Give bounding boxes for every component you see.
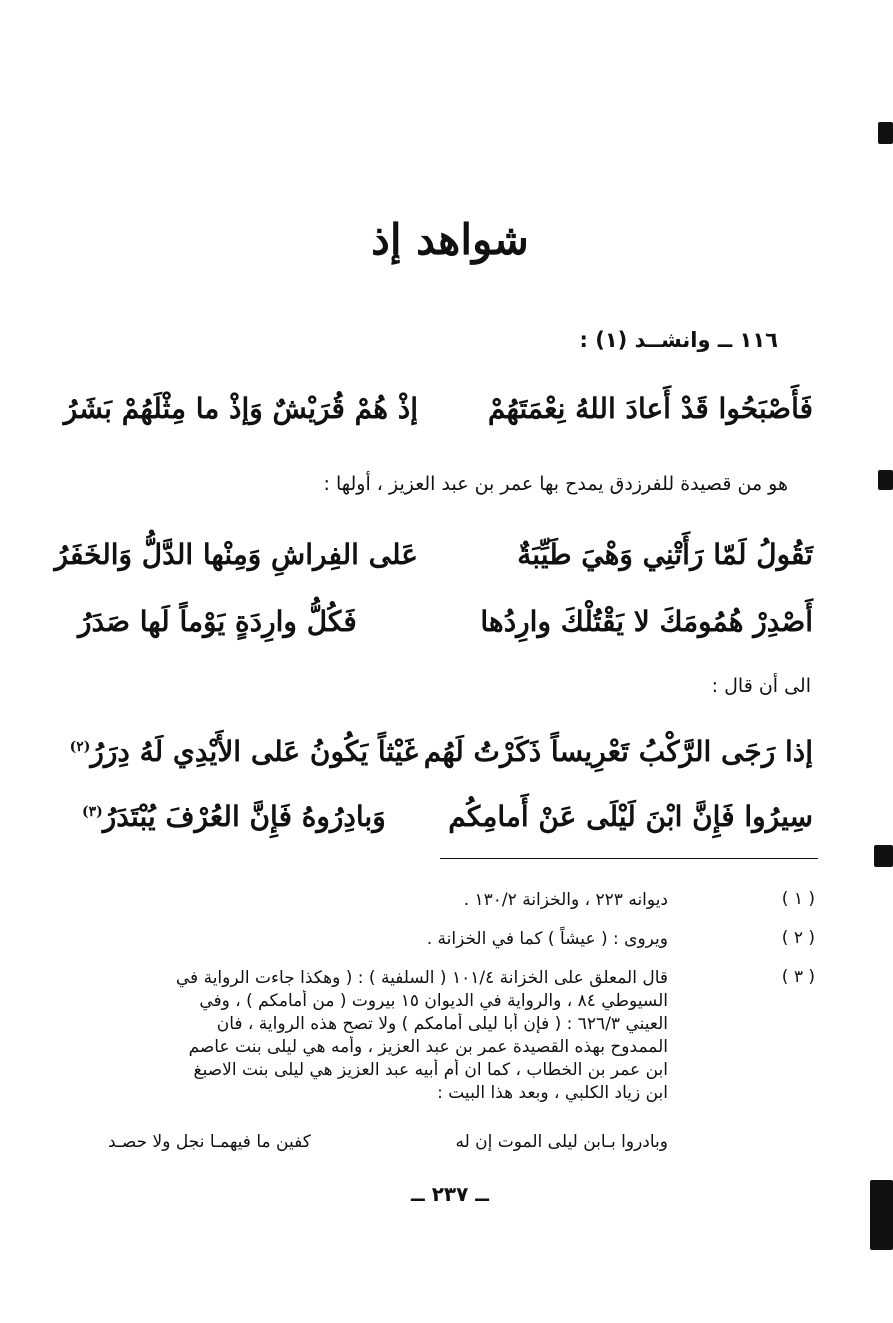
main-verse-second-hemistich: إذْ هُمْ قُرَيْشٌ وَإذْ ما مِثْلَهُمْ بَشَرُ [63, 392, 418, 425]
opening-verse-1-first: تَقُولُ لَمّا رَأَتْنِي وَهْيَ طَيِّبَةٌ [517, 538, 813, 571]
footnote-3-line: قال المعلق على الخزانة ١٠١/٤ ( السلفية ) : ( وهكذا جاءت الرواية في [175, 968, 668, 988]
footnote-3-line: الممدوح بهذه القصيدة عمر بن عبد العزيز ، وأمه هي ليلى بنت عاصم [188, 1037, 668, 1057]
main-verse-first-hemistich: فَأَصْبَحُوا قَدْ أَعادَ اللهُ نِعْمَتَهُمْ [487, 392, 813, 425]
footnote-separator [440, 858, 818, 859]
footnote-3-line: السيوطي ٨٤ ، والرواية في الديوان ١٥ بيروت ( من أمامكم ) ، وفي [199, 991, 668, 1011]
footnote-3-line: ابن عمر بن الخطاب ، كما ان أم أبيه عبد العزيز هي ليلى بنت الاصبغ [193, 1060, 668, 1080]
opening-verse-2-second: فَكُلُّ وارِدَةٍ يَوْماً لَها صَدَرُ [78, 605, 357, 638]
footnote-2-text: ويروى : ( عيشاً ) كما في الخزانة . [426, 929, 668, 949]
later-verse-2-second-wrap [78, 800, 418, 833]
later-verse-2-first: سِيرُوا فَإِنَّ ابْنَ لَيْلَى عَنْ أَمامِكُم [448, 800, 813, 833]
scan-margin-mark [878, 122, 893, 144]
later-verse-2-second: وَبادِرُوهُ فَإِنَّ العُرْفَ يُبْتَدَرُ [102, 800, 386, 833]
footnote-3-verse-first: وبادروا بـابن ليلى الموت إن له [455, 1132, 668, 1152]
footnote-3-line: العيني ٦٢٦/٣ : ( فإن أبا ليلى أمامكم ) ولا تصح هذه الرواية ، فان [216, 1014, 668, 1034]
opening-verse-1-second: عَلى الفِراشِ وَمِنْها الدَّلُّ وَالخَفَرُ [54, 538, 418, 571]
footnote-1-text: ديوانه ٢٢٣ ، والخزانة ١٣٠/٢ . [463, 890, 668, 910]
intro-line: هو من قصيدة للفرزدق يمدح بها عمر بن عبد العزيز ، أولها : [323, 473, 788, 495]
later-verse-1-second: غَيْثاً يَكُونُ عَلى الأَيْدِي لَهُ دِرَرُ [90, 735, 418, 768]
scan-margin-mark [870, 1180, 893, 1250]
chapter-title: شواهد إذ [371, 215, 529, 264]
footnote-3-line: ابن زياد الكلبي ، وبعد هذا البيت : [437, 1083, 668, 1103]
entry-number-line: ١١٦ ــ وانشــد (١) : [579, 328, 778, 352]
footnote-ref-3: (٣) [82, 803, 103, 820]
opening-verse-2-first: أَصْدِرْ هُمُومَكَ لا يَقْتُلْكَ وارِدُها [480, 605, 813, 638]
scan-margin-mark [874, 845, 893, 867]
page-number: ــ ٢٣٧ ــ [411, 1182, 489, 1206]
footnote-ref-2: (٢) [69, 738, 91, 755]
until-line: الى أن قال : [711, 675, 811, 697]
later-verse-1-second-wrap [69, 735, 418, 768]
footnote-1-marker: ( ١ ) [781, 889, 815, 909]
footnote-3-verse-second: كفين ما فيهمـا نجل ولا حصـد [108, 1132, 311, 1152]
later-verse-1-first: إذا رَجَى الرَّكْبُ تَعْرِيساً ذَكَرْتُ لَهُم [423, 735, 813, 768]
footnote-3-marker: ( ٣ ) [781, 967, 815, 987]
scan-margin-mark [878, 470, 893, 490]
footnote-2-marker: ( ٢ ) [781, 928, 815, 948]
footnote-3-text [108, 967, 668, 1105]
